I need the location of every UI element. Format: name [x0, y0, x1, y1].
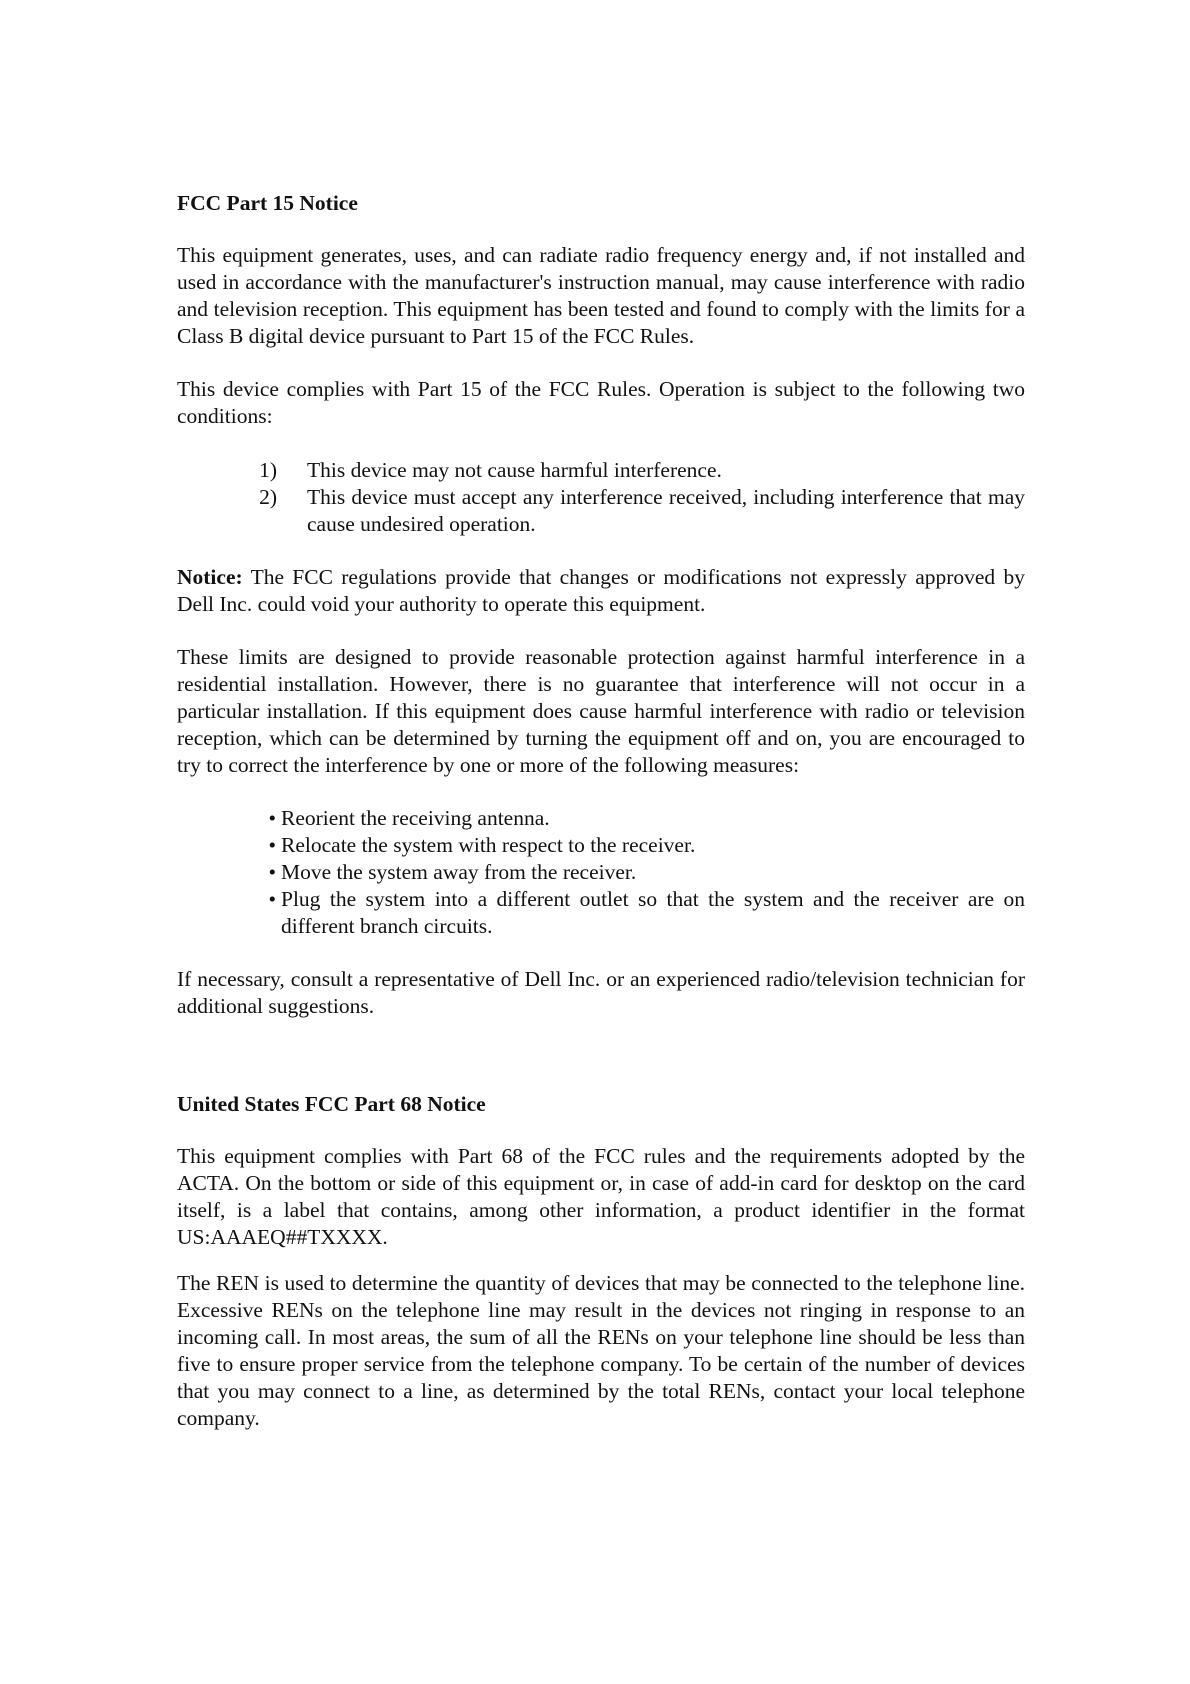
- limits-paragraph: These limits are designed to provide reasonable protection against harmful interference in a residential installation. However, there is no guarantee that interference will not occur in a particular installation. If this equipment does cause harmful interference with radio or television reception, which can be determined by turning the equipment off and on, you are encouraged to try to correct the interference by one or more of the following measures:: [177, 645, 1025, 777]
- notice-paragraph: [177, 564, 1025, 618]
- bullet-icon: •: [268, 806, 276, 830]
- notice-label: Notice:: [177, 565, 243, 589]
- measures-list: [177, 805, 1025, 940]
- condition-number: 1): [259, 458, 277, 482]
- measure-item: [177, 805, 1025, 832]
- measure-text: Move the system away from the receiver.: [281, 860, 637, 884]
- document-page: [177, 190, 1025, 1432]
- part68-heading: United States FCC Part 68 Notice: [177, 1092, 486, 1116]
- part15-heading: FCC Part 15 Notice: [177, 191, 358, 215]
- condition-number: 2): [259, 485, 277, 509]
- ren-paragraph: The REN is used to determine the quantity of devices that may be connected to the telephone line. Excessive RENs on the telephone line may result in the devices not ringing in response to an incoming call. In most areas, the sum of all the RENs on your telephone line should be less than five to ensure proper service from the telephone company. To be certain of the number of devices that you may connect to a line, as determined by the total RENs, contact your local telephone company.: [177, 1271, 1025, 1430]
- part15-conditions-intro: This device complies with Part 15 of the FCC Rules. Operation is subject to the following two conditions:: [177, 377, 1025, 428]
- measure-item: [177, 886, 1025, 940]
- condition-text: This device may not cause harmful interference.: [307, 458, 722, 482]
- measure-text: Reorient the receiving antenna.: [281, 806, 550, 830]
- bullet-icon: •: [268, 833, 276, 857]
- measure-item: [177, 859, 1025, 886]
- condition-item: [177, 484, 1025, 538]
- measure-text: Plug the system into a different outlet so that the system and the receiver are on different branch circuits.: [281, 887, 1025, 938]
- measure-item: [177, 832, 1025, 859]
- bullet-icon: •: [268, 887, 276, 911]
- condition-text: This device must accept any interference received, including interference that may cause undesired operation.: [307, 485, 1025, 536]
- bullet-icon: •: [268, 860, 276, 884]
- part15-intro-paragraph: This equipment generates, uses, and can radiate radio frequency energy and, if not installed and used in accordance with the manufacturer's instruction manual, may cause interference with radio and television reception. This equipment has been tested and found to comply with the limits for a Class B digital device pursuant to Part 15 of the FCC Rules.: [177, 243, 1025, 348]
- notice-text: The FCC regulations provide that changes or modifications not expressly approved by Dell Inc. could void your authority to operate this equipment.: [177, 565, 1025, 616]
- measure-text: Relocate the system with respect to the receiver.: [281, 833, 696, 857]
- part68-compliance-paragraph: This equipment complies with Part 68 of the FCC rules and the requirements adopted by the ACTA. On the bottom or side of this equipment or, in case of add-in card for desktop on the card itself, is a label that contains, among other information, a product identifier in the format US:AAAEQ##TXXXX.: [177, 1144, 1025, 1249]
- condition-item: [177, 457, 1025, 484]
- consult-paragraph: If necessary, consult a representative of Dell Inc. or an experienced radio/television technician for additional suggestions.: [177, 967, 1025, 1018]
- conditions-list: [177, 457, 1025, 538]
